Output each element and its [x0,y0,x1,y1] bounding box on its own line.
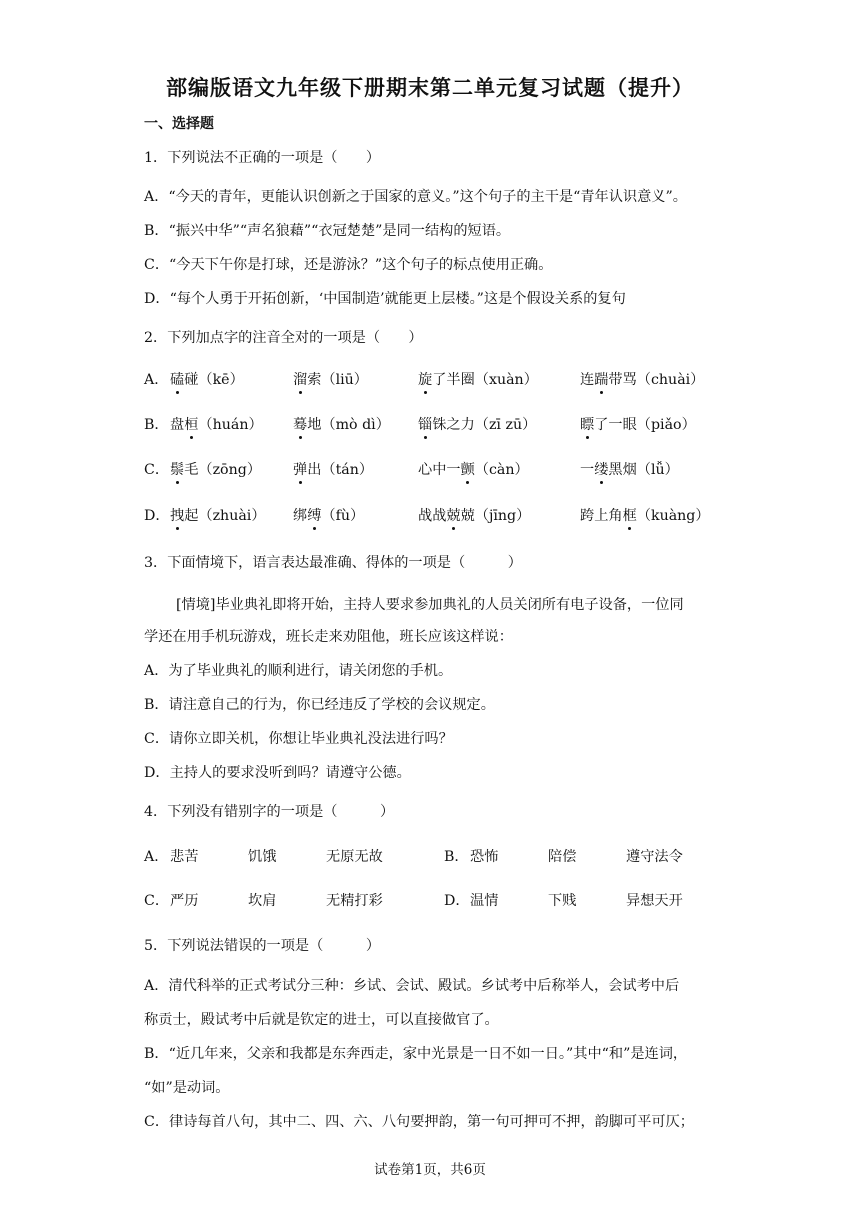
item-text: 带骂（chuài） [608,372,705,388]
q2-option-label: A． [144,372,169,388]
item-text: 碰（kē） [184,372,244,388]
q4-option-label: B． [444,849,469,865]
q4-option-word: 无原无故 [326,849,383,865]
q2-option-item [418,459,529,479]
item-text: 心中一 [418,462,461,478]
q4-option-label: C． [144,893,170,909]
section-heading: 一、选择题 [144,116,214,132]
q2-option-item [580,505,710,525]
item-text: （huán） [198,417,263,433]
q2-option-item [580,459,679,479]
dotted-char: 桓 [184,414,198,434]
q1-option-a: A．“今天的青年，更能认识创新之于国家的意义。”这个句子的主干是“青年认识意义”。 [144,189,687,205]
q2-option-item [580,369,704,389]
page-footer: 试卷第1页，共6页 [374,1162,486,1178]
item-text: （fù） [321,508,365,524]
dotted-char: 蓦 [293,414,307,434]
q4-option-word: 严历 [170,893,199,909]
q2-option-item [293,369,368,389]
q3-option-d: D．主持人的要求没听到吗？请遵守公德。 [144,765,411,781]
q2-option-item [170,505,266,525]
q2-option-item [293,459,373,479]
q2-option-item [170,369,244,389]
q4-option-word: 温情 [470,893,499,909]
q3-context: [情境]毕业典礼即将开始，主持人要求参加典礼的人员关闭所有电子设备，一位同 [176,597,684,613]
q4-option-label: D． [444,893,470,909]
item-text: 索（liū） [307,372,368,388]
dotted-char: 缚 [307,505,321,525]
q4-option-word: 悲苦 [170,849,199,865]
item-text: 铢之力（zī zū） [432,417,537,433]
q4-option-word: 无精打彩 [326,893,383,909]
q4-option-word: 陪偿 [548,849,577,865]
q1-option-c: C．“今天下午你是打球，还是游泳？”这个句子的标点使用正确。 [144,257,553,273]
q2-option-item [418,505,530,525]
item-text: 出（tán） [307,462,374,478]
dotted-char: 鬃 [170,459,184,479]
dotted-char: 拽 [170,505,184,525]
q2-option-label: B． [144,417,169,433]
q5-stem: 5．下列说法错误的一项是（ ） [144,938,381,954]
item-text: 跨上角 [580,508,623,524]
item-text: 兢（jīng） [460,508,531,524]
q2-option-item [293,505,364,525]
dotted-char: 踹 [594,369,608,389]
item-text: 了半圈（xuàn） [432,372,538,388]
dotted-char: 兢 [446,505,460,525]
item-text: 战战 [418,508,447,524]
dotted-char: 弹 [293,459,307,479]
q2-option-item [170,414,263,434]
q3-context-cont: 学还在用手机玩游戏，班长走来劝阻他，班长应该这样说： [144,629,513,645]
item-text: 毛（zōng） [184,462,262,478]
q3-option-a: A．为了毕业典礼的顺利进行，请关闭您的手机。 [144,663,453,679]
q4-option-label: A． [144,849,169,865]
q4-stem: 4．下列没有错别字的一项是（ ） [144,804,395,820]
q2-stem: 2．下列加点字的注音全对的一项是（ ） [144,330,423,346]
dotted-char: 旋 [418,369,432,389]
dotted-char: 缕 [594,459,608,479]
item-text: （kuàng） [636,508,710,524]
q4-option-word: 下贱 [548,893,577,909]
q5-option-b: B．“近几年来，父亲和我都是东奔西走，家中光景是一日不如一日。”其中“和”是连词， [144,1046,688,1062]
item-text: 起（zhuài） [184,508,266,524]
q2-option-item [418,414,536,434]
q2-option-item [418,369,538,389]
q3-stem: 3．下面情境下，语言表达最准确、得体的一项是（ ） [144,555,522,571]
q4-option-word: 饥饿 [248,849,277,865]
item-text: 连 [580,372,595,388]
q5-option-a-cont: 称贡士，殿试考中后就是钦定的进士，可以直接做官了。 [144,1012,499,1028]
item-text: 一 [580,462,595,478]
q2-option-label: C． [144,462,170,478]
page-title: 部编版语文九年级下册期末第二单元复习试题（提升） [166,76,694,100]
q4-option-word: 恐怖 [470,849,499,865]
q2-option-item [580,414,696,434]
item-text: 绑 [293,508,308,524]
item-text: 黑烟（lǚ） [608,462,679,478]
item-text: （càn） [474,462,529,478]
q1-option-d: D．“每个人勇于开拓创新，‘中国制造’就能更上层楼。”这是个假设关系的复句 [144,291,626,307]
q4-option-word: 异想天开 [626,893,683,909]
q2-option-item [293,414,390,434]
dotted-char: 颤 [461,459,475,479]
q4-option-word: 遵守法令 [626,849,683,865]
q2-option-item [170,459,261,479]
q1-stem: 1．下列说法不正确的一项是（ ） [144,150,381,166]
item-text: 盘 [170,417,185,433]
q5-option-c: C．律诗每首八句，其中二、四、六、八句要押韵，第一句可押可不押，韵脚可平可仄； [144,1114,694,1130]
q5-option-b-cont: “如”是动词。 [144,1080,230,1096]
dotted-char: 瞟 [580,414,594,434]
q2-option-label: D． [144,508,170,524]
dotted-char: 溜 [293,369,307,389]
dotted-char: 磕 [170,369,184,389]
item-text: 了一眼（piǎo） [594,417,696,433]
q4-option-word: 坎肩 [248,893,277,909]
q3-option-c: C．请你立即关机，你想让毕业典礼没法进行吗？ [144,731,453,747]
q3-option-b: B．请注意自己的行为，你已经违反了学校的会议规定。 [144,697,495,713]
dotted-char: 锱 [418,414,432,434]
dotted-char: 框 [623,505,637,525]
q1-option-b: B．“振兴中华”“声名狼藉”“衣冠楚楚”是同一结构的短语。 [144,223,511,239]
item-text: 地（mò dì） [307,417,390,433]
q5-option-a: A．清代科举的正式考试分三种：乡试、会试、殿试。乡试考中后称举人，会试考中后 [144,978,680,994]
